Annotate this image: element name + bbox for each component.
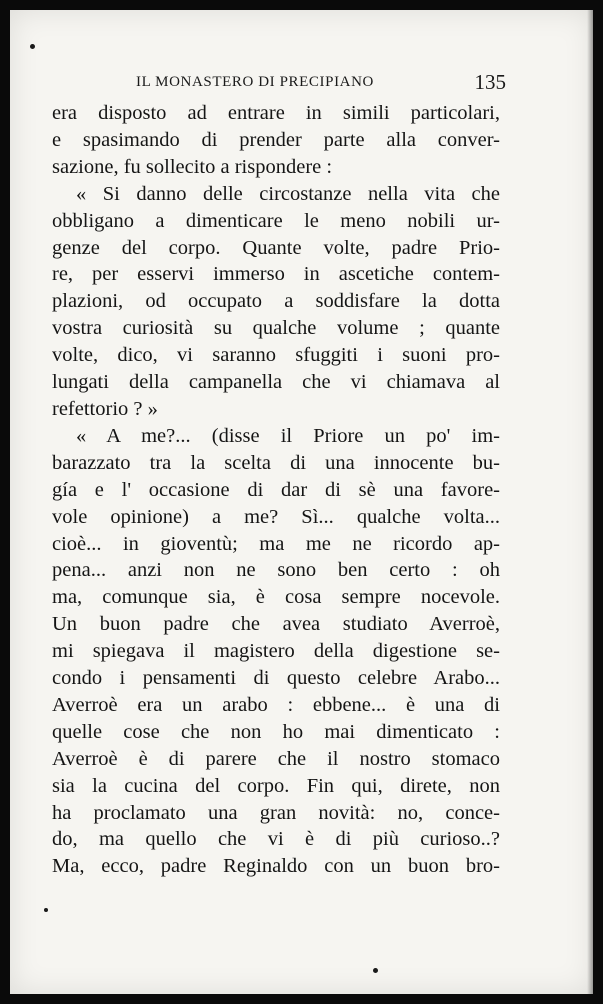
text-line: genze del corpo. Quante volte, padre Prio- [52,236,500,259]
text-line: ha proclamato una gran novità: no, conce- [52,801,500,824]
text-line: pena... anzi non ne sono ben certo : oh [52,559,500,582]
text-line: lungati della campanella che vi chiamava al [52,371,500,394]
text-line: sazione, fu sollecito a rispondere : [52,155,333,178]
text-line: vostra curiosità su qualche volume ; quante [52,317,500,340]
text-line: « A me?... (disse il Priore un po' im- [76,424,500,447]
text-line: plazioni, od occupato a soddisfare la dotta [52,290,500,313]
text-line: volte, dico, vi saranno sfuggiti i suoni pro- [52,344,500,367]
text-line: era disposto ad entrare in simili particolari, [52,102,500,124]
text-line: Un buon padre che avea studiato Averroè, [52,613,500,636]
text-line: Averroè è di parere che il nostro stomaco [52,747,500,770]
text-line: Averroè era un arabo : ebbene... è una di [52,693,500,716]
running-title: IL MONASTERO DI PRECIPIANO [136,74,374,90]
text-line: ma, comunque sia, è cosa sempre nocevole. [52,586,500,609]
text-line: « Si danno delle circostanze nella vita che [76,182,500,205]
text-line: cioè... in gioventù; ma me ne ricordo ap- [52,532,500,555]
text-line: do, ma quello che vi è di più curioso..? [52,828,500,851]
text-line: obbligano a dimenticare le meno nobili ur- [52,209,500,232]
ink-speck [30,44,35,49]
text-line: quelle cose che non ho mai dimenticato : [52,720,500,743]
text-line: gía e l' occasione di dar di sè una favore- [52,478,500,501]
page-edge-shadow [587,10,593,994]
text-line: refettorio ? » [52,397,158,420]
page-number: 135 [474,70,506,94]
ink-speck [373,968,378,973]
text-line: re, per esservi immerso in ascetiche contem- [52,263,500,286]
body-text [52,100,500,880]
text-line: Ma, ecco, padre Reginaldo con un buon bro- [52,855,500,878]
text-line: vole opinione) a me? Sì... qualche volta... [52,505,500,528]
text-line: condo i pensamenti di questo celebre Arabo... [52,667,500,690]
book-page [10,10,593,994]
text-line: barazzato tra la scelta di una innocente bu- [52,451,500,474]
ink-speck [44,908,48,912]
text-line: sia la cucina del corpo. Fin qui, direte, non [52,774,500,797]
text-line: e spasimando di prender parte alla conver- [52,128,500,151]
text-line: mi spiegava il magistero della digestione se- [52,640,500,663]
page-header [126,70,506,94]
